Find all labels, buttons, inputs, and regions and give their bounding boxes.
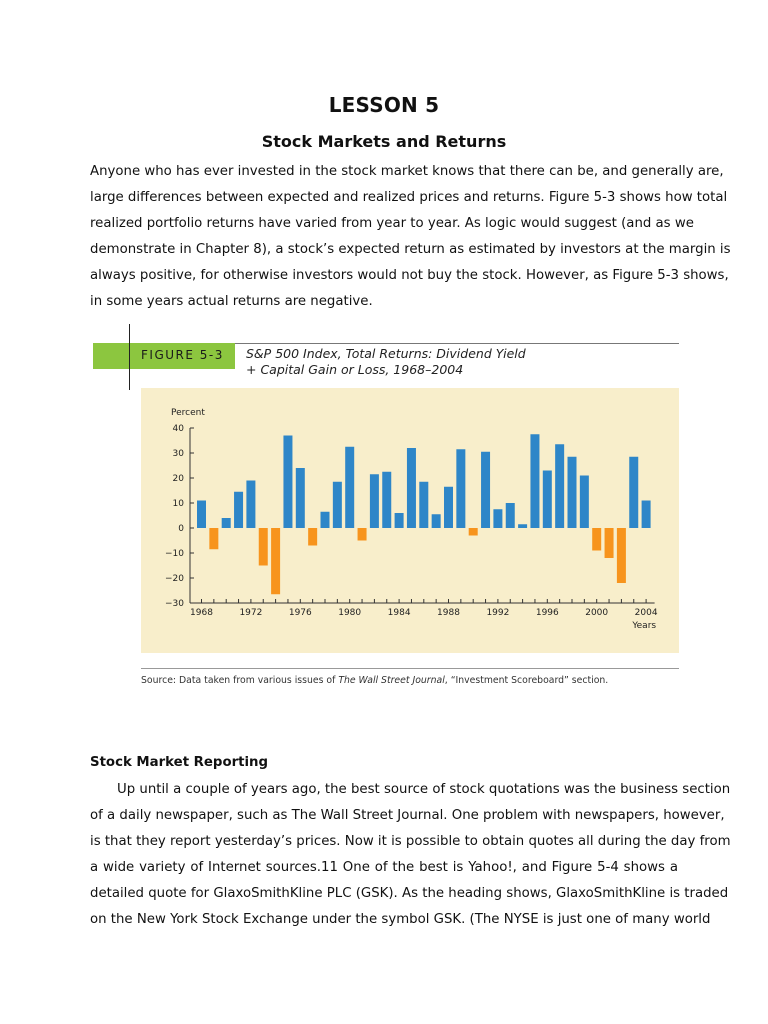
bar-2001 [605, 528, 614, 558]
figure-source [141, 675, 608, 686]
x-tick-label: 2004 [634, 608, 658, 618]
bar-1998 [568, 457, 577, 528]
bar-1980 [345, 447, 354, 528]
bar-1978 [321, 512, 330, 528]
section-line: detailed quote for GlaxoSmithKline PLC (GSK). As the heading shows, GlaxoSmithKline is traded [90, 886, 729, 901]
bar-1982 [370, 474, 379, 528]
bar-1986 [419, 482, 428, 528]
bar-1993 [506, 503, 515, 528]
intro-line: realized portfolio returns have varied from year to year. As logic would suggest (and as we [90, 216, 694, 231]
x-tick-label: 2000 [585, 608, 609, 618]
figure-label: FIGURE 5-3 [141, 348, 224, 362]
intro-line: in some years actual returns are negative. [90, 294, 373, 309]
bar-1979 [333, 482, 342, 528]
intro-line: large differences between expected and realized prices and returns. Figure 5-3 shows how total [90, 190, 728, 205]
bar-1984 [395, 513, 404, 528]
bar-1997 [555, 444, 564, 528]
bar-1970 [222, 518, 231, 528]
x-tick-label: 1972 [239, 608, 263, 618]
figure-title-line2: + Capital Gain or Loss, 1968–2004 [246, 362, 464, 377]
y-tick-label: 0 [178, 524, 184, 534]
intro-line: demonstrate in Chapter 8), a stock’s expected return as estimated by investors at the margin is [90, 242, 731, 257]
page-subtitle: Stock Markets and Returns [261, 132, 507, 151]
figure-vertical-rule [129, 324, 130, 390]
source-suffix: , “Investment Scoreboard” section. [444, 675, 609, 686]
bar-1972 [246, 481, 255, 529]
section-line: a wide variety of Internet sources.11 One of the best is Yahoo!, and Figure 5-4 shows a [90, 860, 678, 875]
section-line: of a daily newspaper, such as The Wall Street Journal. One problem with newspapers, however, [90, 808, 725, 823]
chart-panel [141, 388, 679, 653]
x-axis-label: Years [632, 621, 657, 631]
x-tick-label: 1980 [338, 608, 362, 618]
section-paragraph [90, 777, 731, 933]
y-tick-label: −10 [165, 549, 184, 559]
bar-2003 [629, 457, 638, 528]
x-tick-label: 1996 [535, 608, 559, 618]
bar-1988 [444, 487, 453, 528]
bar-1977 [308, 528, 317, 546]
intro-paragraph [90, 159, 731, 315]
section-line: Up until a couple of years ago, the best source of stock quotations was the business section [117, 782, 731, 797]
figure-top-rule [235, 343, 679, 344]
x-tick-label: 1992 [486, 608, 510, 618]
section-heading: Stock Market Reporting [90, 755, 269, 770]
bar-1971 [234, 492, 243, 528]
bar-1995 [530, 434, 539, 528]
intro-line: always positive, for otherwise investors would not buy the stock. However, as Figure 5-3 shows, [90, 268, 729, 283]
bar-1981 [358, 528, 367, 541]
bar-1985 [407, 448, 416, 528]
bar-1996 [543, 471, 552, 529]
x-tick-label: 1984 [387, 608, 411, 618]
bar-1987 [432, 514, 441, 528]
bar-1974 [271, 528, 280, 594]
bar-1999 [580, 476, 589, 529]
y-tick-label: 30 [172, 449, 184, 459]
intro-line: Anyone who has ever invested in the stock market knows that there can be, and generally are, [90, 164, 724, 179]
bar-1994 [518, 524, 527, 528]
bar-1989 [456, 449, 465, 528]
bar-chart [141, 388, 679, 653]
figure-bottom-rule [141, 668, 679, 669]
source-journal: The Wall Street Journal [338, 675, 445, 686]
bar-1992 [493, 509, 502, 528]
y-tick-label: −20 [165, 574, 184, 584]
section-line: on the New York Stock Exchange under the symbol GSK. (The NYSE is just one of many world [90, 912, 711, 927]
section-line: is that they report yesterday’s prices. Now it is possible to obtain quotes all during the day from [90, 834, 731, 849]
bar-1975 [283, 436, 292, 529]
bar-1968 [197, 501, 206, 529]
y-axis-label: Percent [171, 408, 205, 418]
x-tick-label: 1976 [288, 608, 312, 618]
figure-title [246, 346, 526, 378]
bar-1983 [382, 472, 391, 528]
page-title: LESSON 5 [328, 93, 440, 117]
figure-title-line1: S&P 500 Index, Total Returns: Dividend Yield [246, 346, 526, 361]
bar-2000 [592, 528, 601, 551]
bar-1969 [209, 528, 218, 549]
bar-1976 [296, 468, 305, 528]
bar-2002 [617, 528, 626, 583]
figure-label-tab [93, 343, 235, 369]
y-tick-label: 20 [172, 474, 184, 484]
x-tick-label: 1988 [437, 608, 460, 618]
bar-2004 [642, 501, 651, 529]
bar-1991 [481, 452, 490, 528]
bar-1990 [469, 528, 478, 536]
y-tick-label: 10 [172, 499, 184, 509]
bar-1973 [259, 528, 268, 566]
x-tick-label: 1968 [190, 608, 213, 618]
source-prefix: Source: Data taken from various issues of [141, 675, 339, 686]
y-tick-label: −30 [165, 599, 184, 609]
y-tick-label: 40 [172, 424, 184, 434]
